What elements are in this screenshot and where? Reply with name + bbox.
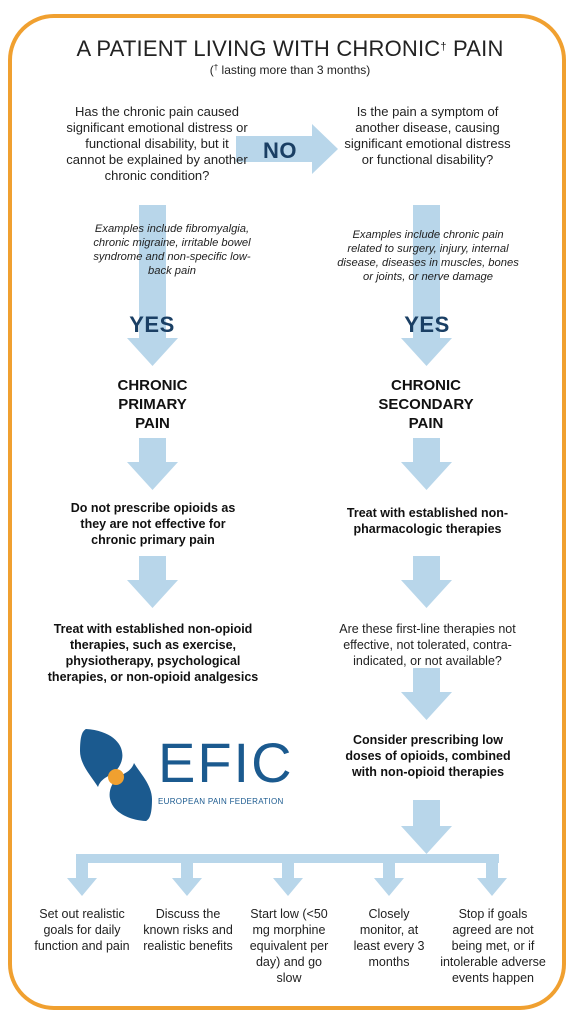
left-step-no-opioids: Do not prescribe opioids as they are not effective for chronic primary pain bbox=[70, 501, 236, 547]
right-question: Is the pain a symptom of another disease, causing significant emotional distress or functional disability? bbox=[344, 104, 511, 167]
left-examples: Examples include fibromyalgia, chronic migraine, irritable bowel syndrome and non-specific low-back pain bbox=[93, 223, 251, 277]
page-subtitle: († lasting more than 3 months) bbox=[209, 63, 371, 77]
left-step-non-opioid-therapies: Treat with established non-opioid therapies, such as exercise, physiotherapy, psychological therapies, or non-opioid analgesics bbox=[47, 622, 259, 684]
final-distribution-bar bbox=[76, 854, 499, 863]
arrow-right-diagnosis-to-step1 bbox=[401, 438, 452, 490]
right-step-non-pharmacologic: Treat with established non-pharmacologic therapies bbox=[346, 506, 509, 536]
final-step-start-low: Start low (<50 mg morphine equivalent per day) and go slow bbox=[249, 907, 329, 985]
no-label: NO bbox=[263, 138, 297, 163]
arrow-final-2 bbox=[172, 863, 202, 896]
arrow-left-step1-to-step2 bbox=[127, 556, 178, 608]
arrow-right-step2-to-step3 bbox=[401, 668, 452, 720]
efic-logo-subtitle: EUROPEAN PAIN FEDERATION bbox=[158, 797, 284, 806]
page-title: A PATIENT LIVING WITH CHRONIC† PAIN bbox=[76, 36, 504, 61]
efic-logo-text: EFIC bbox=[158, 731, 294, 794]
right-step-first-line-question: Are these first-line therapies not effective, not tolerated, contra-indicated, or not available? bbox=[339, 622, 516, 668]
final-step-risks: Discuss the known risks and realistic benefits bbox=[143, 907, 233, 953]
final-step-goals: Set out realistic goals for daily function and pain bbox=[34, 907, 130, 953]
arrow-final-1 bbox=[67, 863, 97, 896]
arrow-left-diagnosis-to-step1 bbox=[127, 438, 178, 490]
arrow-right-step1-to-step2 bbox=[401, 556, 452, 608]
arrow-final-5 bbox=[477, 863, 507, 896]
right-yes-label: YES bbox=[404, 312, 450, 337]
final-step-monitor: Closely monitor, at least every 3 months bbox=[353, 907, 425, 969]
arrow-to-final-bar bbox=[401, 800, 452, 854]
arrow-final-3 bbox=[273, 863, 303, 896]
right-step-low-dose-opioids: Consider prescribing low doses of opioids, combined with non-opioid therapies bbox=[345, 733, 511, 779]
left-question: Has the chronic pain caused significant emotional distress or functional disability, but it cannot be explained by another chronic condition? bbox=[66, 104, 248, 183]
right-examples: Examples include chronic pain related to surgery, injury, internal disease, diseases in muscles, bones or joints, or nerve damage bbox=[337, 229, 519, 283]
left-yes-label: YES bbox=[129, 312, 175, 337]
right-diagnosis: CHRONIC SECONDARY PAIN bbox=[378, 377, 474, 432]
final-step-stop: Stop if goals agreed are not being met, or if intolerable adverse events happen bbox=[440, 907, 546, 985]
arrow-final-4 bbox=[374, 863, 404, 896]
left-diagnosis: CHRONIC PRIMARY PAIN bbox=[117, 377, 188, 432]
